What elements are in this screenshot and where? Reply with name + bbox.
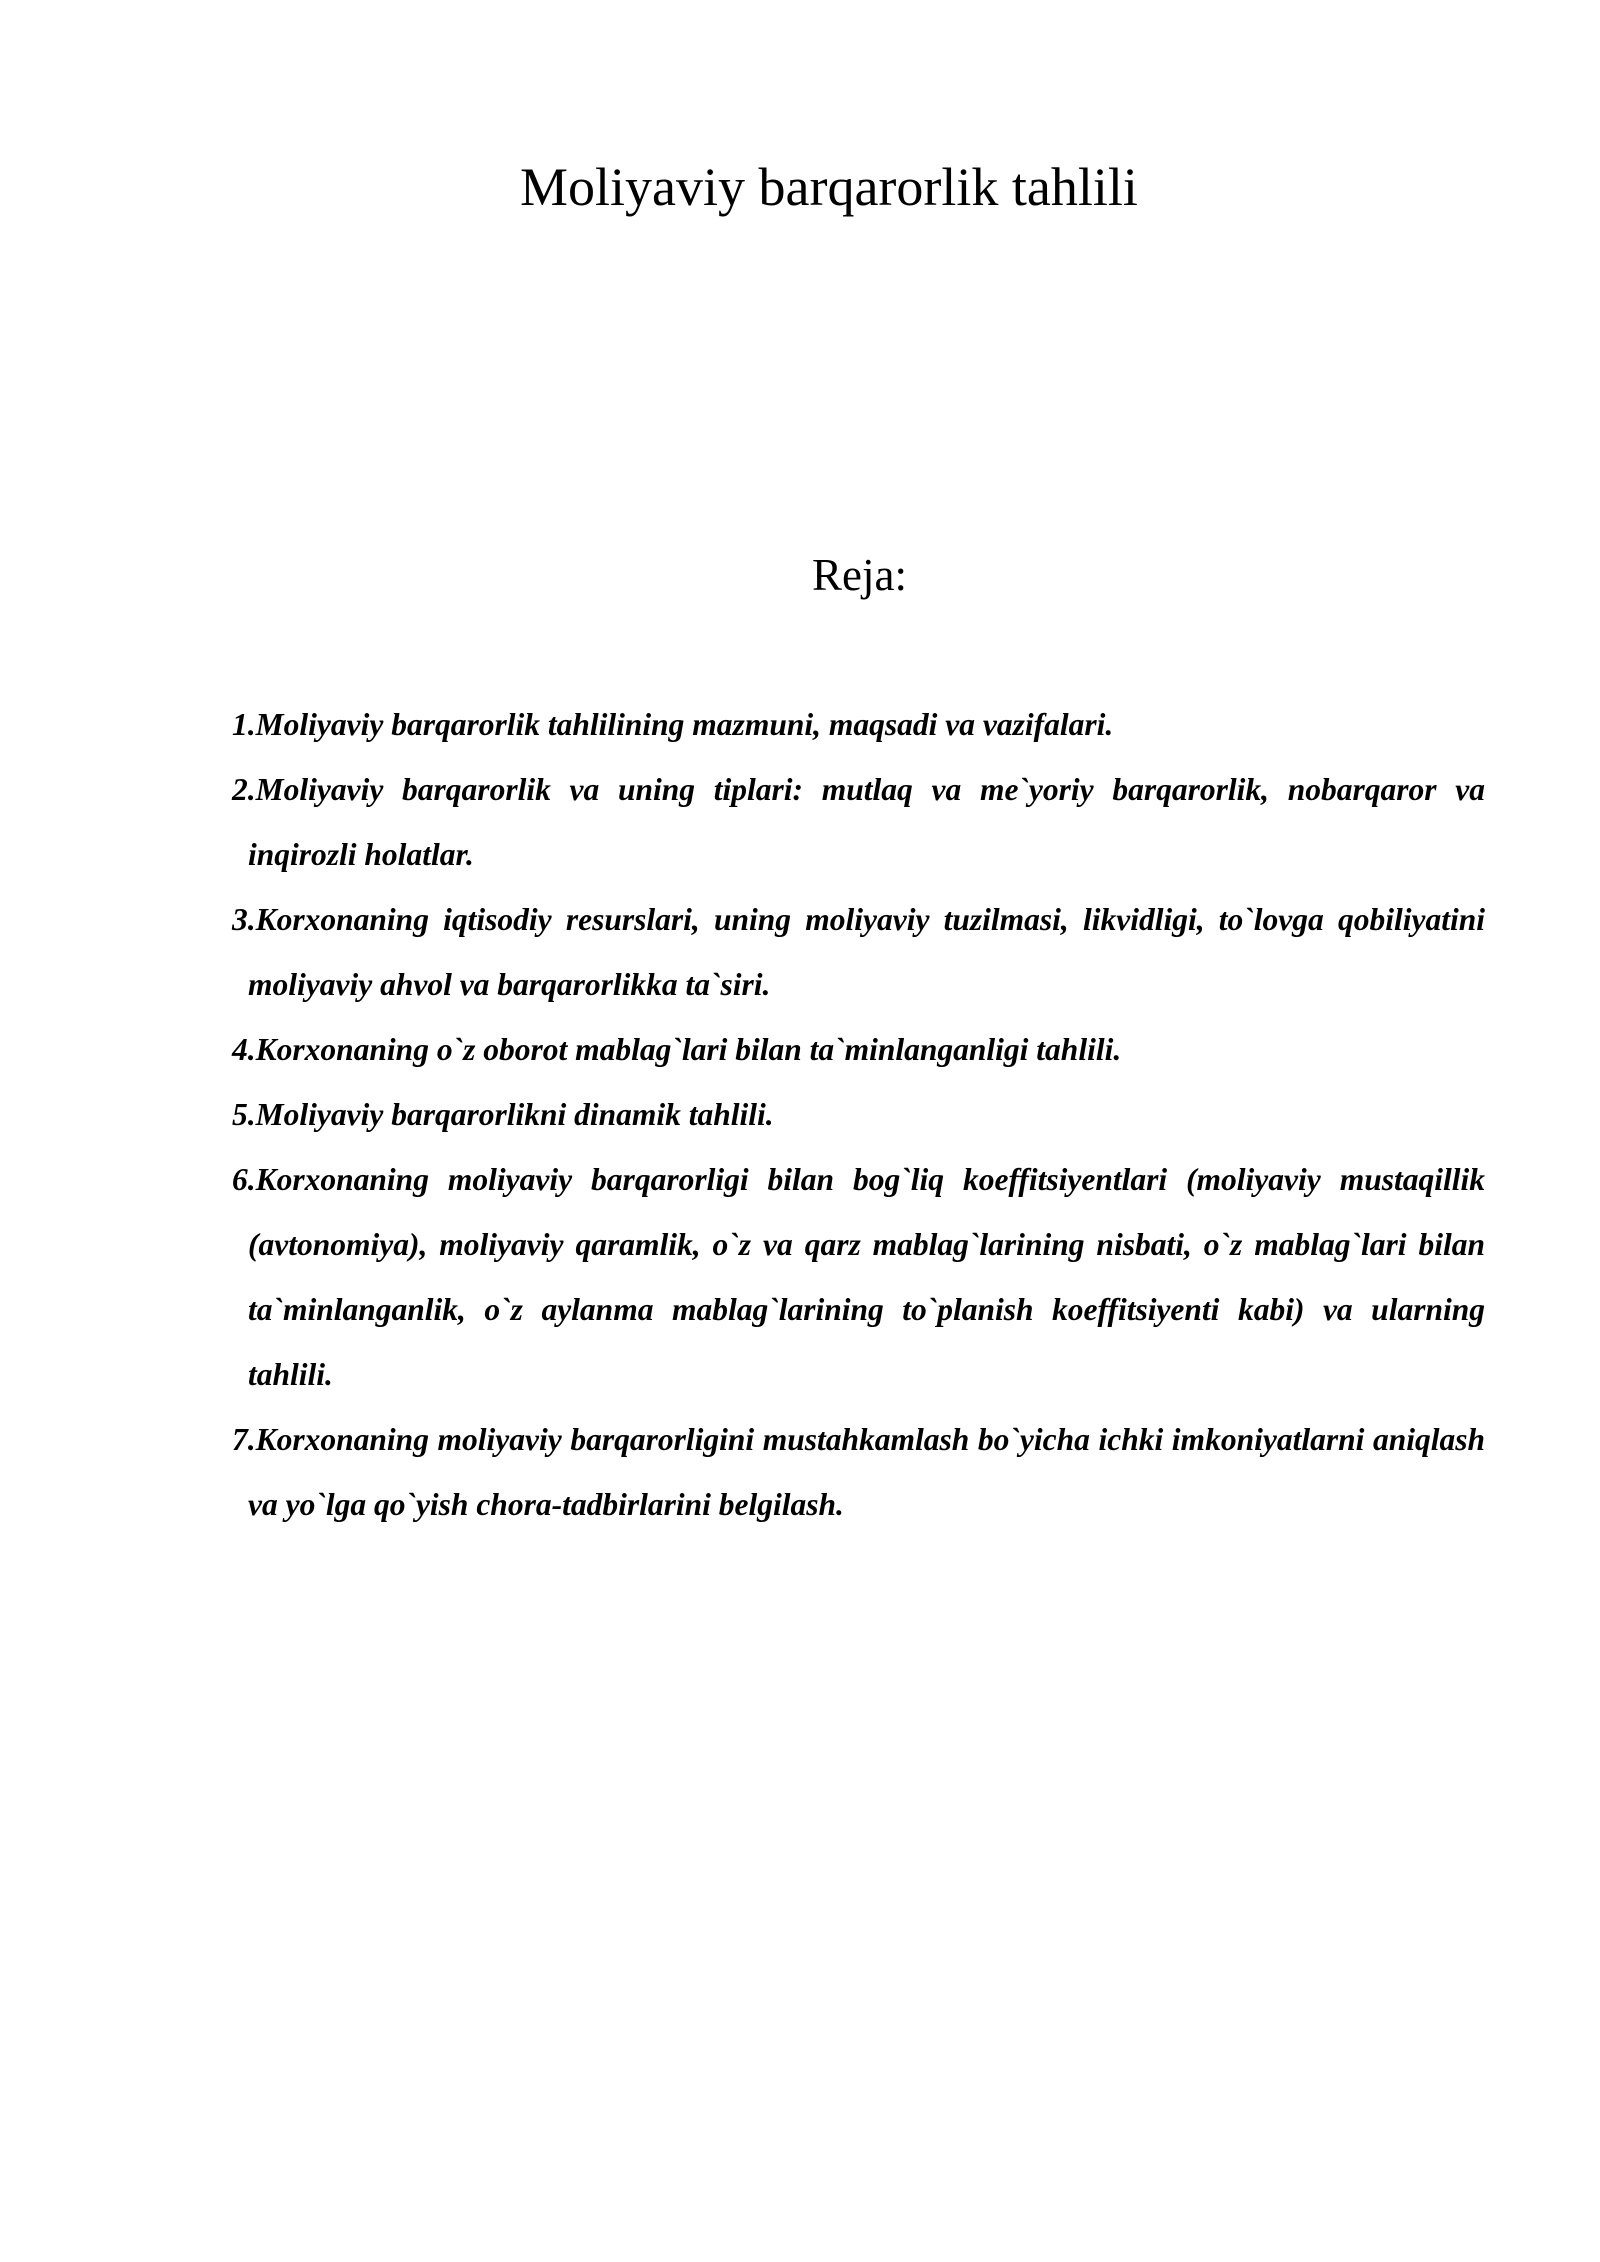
plan-item-text: Korxonaning moliyaviy barqarorligini mustahkamlash bo`yicha ichki imkoniyatlarni aniqlash va yo`lga qo`yish chora-tadbirlarini belgilash. [248,1422,1485,1522]
plan-item-text: Moliyaviy barqarorlik va uning tiplari: mutlaq va me`yoriy barqarorlik, nobarqaror va inqirozli holatlar. [248,772,1485,872]
plan-item-number: 4. [232,1032,256,1067]
plan-item-text: Moliyaviy barqarorlikni dinamik tahlili. [255,1097,774,1132]
plan-item-number: 6. [232,1162,256,1197]
plan-item-text: Korxonaning iqtisodiy resurslari, uning moliyaviy tuzilmasi, likvidligi, to`lovga qobiliyatini moliyaviy ahvol va barqarorlikka ta`siri. [248,902,1485,1002]
plan-item-4 [232,1017,1485,1082]
plan-item-1 [232,692,1485,757]
plan-item-number: 7. [232,1422,256,1457]
document-title: Moliyaviy barqarorlik tahlili [520,157,1138,217]
plan-item-text: Korxonaning moliyaviy barqarorligi bilan bog`liq koeffitsiyentlari (moliyaviy mustaqillik (avtonomiya), moliyaviy qaramlik, o`z va qarz mablag`larining nisbati, o`z mablag`lari bilan ta`minlanganlik, o`z aylanma mablag`larining to`planish koeffitsiyenti kabi) va ularning tahlili. [248,1162,1485,1392]
plan-item-2 [232,757,1485,887]
plan-item-number: 3. [232,902,256,937]
plan-item-number: 1. [232,707,256,742]
plan-item-number: 2. [232,772,256,807]
plan-item-3 [232,887,1485,1017]
plan-item-text: Korxonaning o`z oborot mablag`lari bilan ta`minlanganligi tahlili. [255,1032,1122,1067]
plan-item-7 [232,1407,1485,1537]
plan-item-5 [232,1082,1485,1147]
plan-item-text: Moliyaviy barqarorlik tahlilining mazmuni, maqsadi va vazifalari. [255,707,1114,742]
plan-item-number: 5. [232,1097,256,1132]
plan-item-6 [232,1147,1485,1407]
plan-heading: Reja: [812,550,907,600]
plan-list [232,692,1485,1537]
